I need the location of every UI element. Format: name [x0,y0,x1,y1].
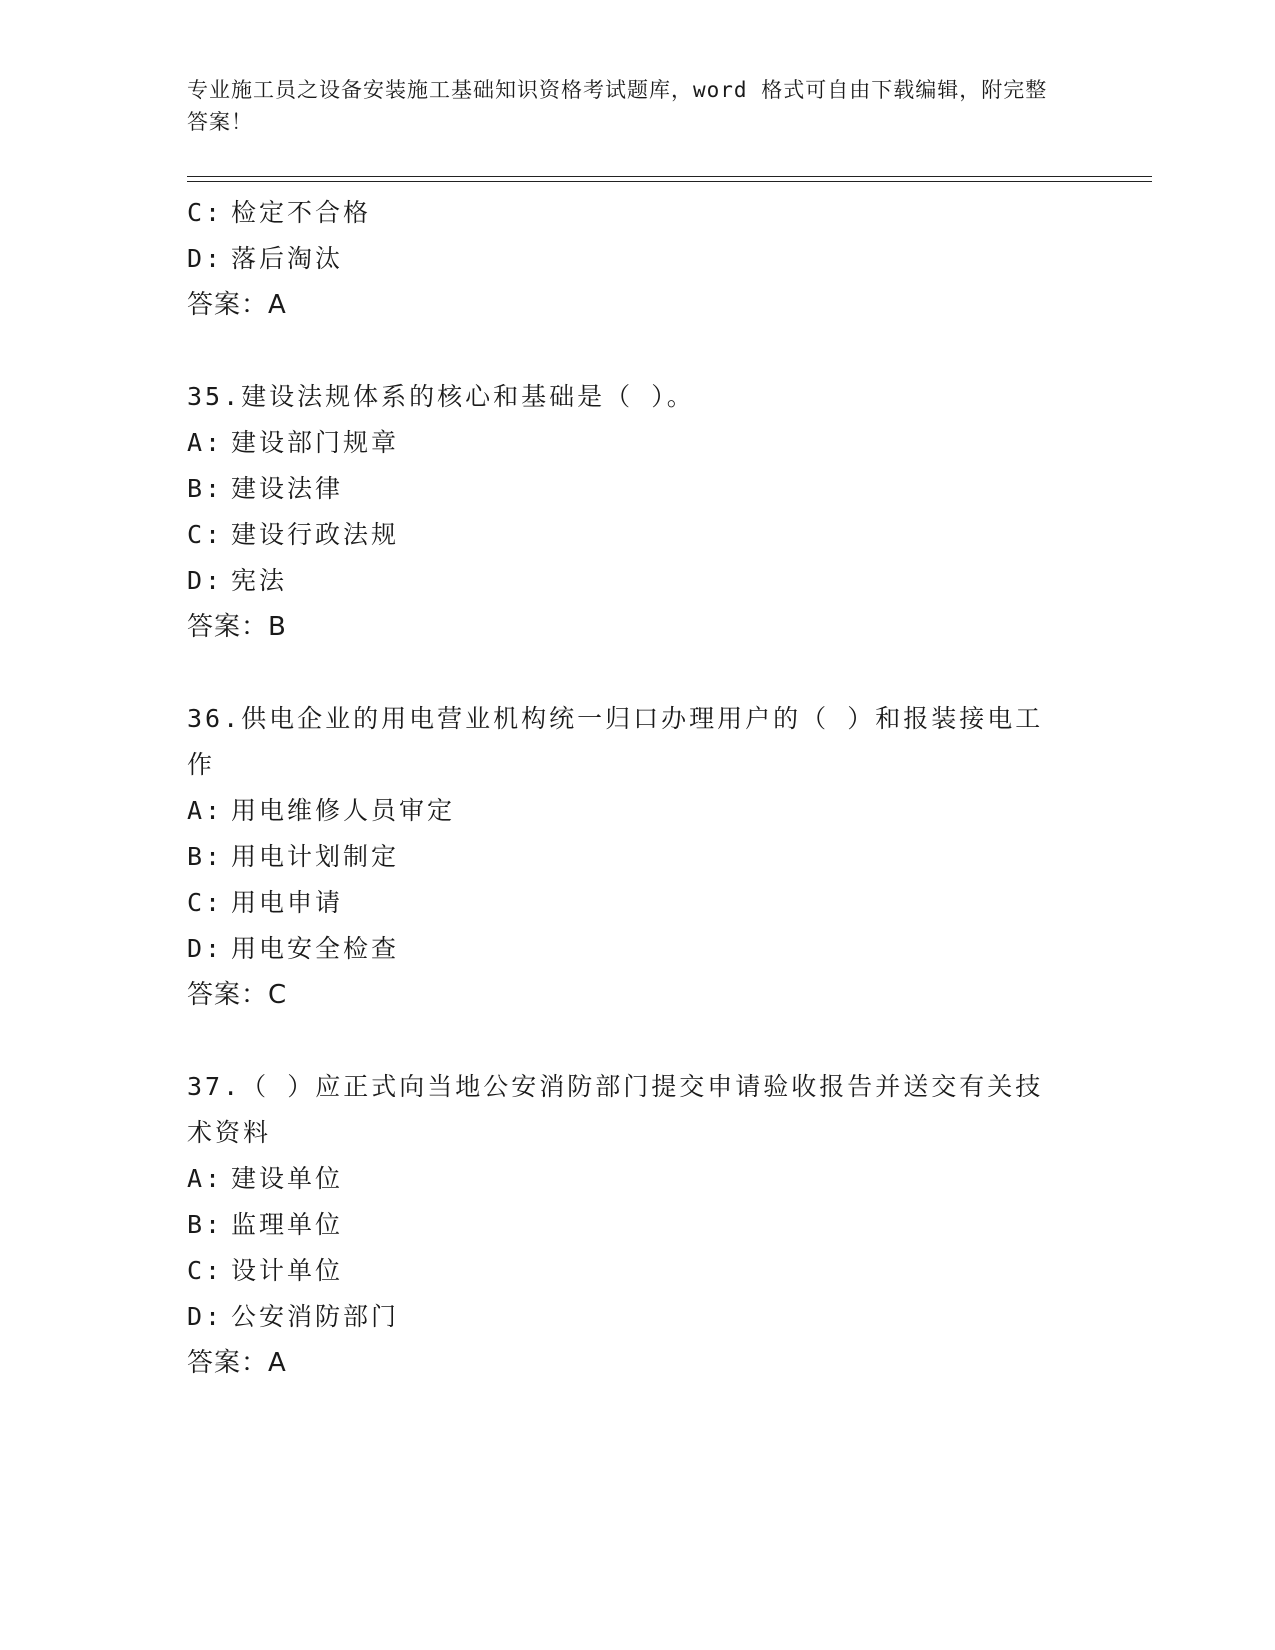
option-text: 建设部门规章 [231,428,400,457]
option-b [187,1202,1087,1248]
option-c [187,512,1087,558]
header-divider-top [187,176,1152,177]
option-c [187,1248,1087,1294]
document-header: 专业施工员之设备安装施工基础知识资格考试题库，word 格式可自由下载编辑，附完整答案！ [187,78,1048,134]
question-text: 36.供电企业的用电营业机构统一归口办理用户的（ ）和报装接电工作 [187,704,1044,779]
option-letter: D: [187,244,224,273]
option-text: 用电申请 [231,888,344,917]
option-b [187,466,1087,512]
question-35 [187,374,1087,650]
option-a [187,420,1087,466]
option-letter: B: [187,842,224,871]
option-d [187,236,1087,282]
question-36 [187,696,1087,1018]
option-letter: D: [187,1302,224,1331]
option-letter: A: [187,428,224,457]
option-letter: D: [187,566,224,595]
option-a [187,1156,1087,1202]
option-letter: B: [187,474,224,503]
option-letter: A: [187,1164,224,1193]
option-text: 用电安全检查 [231,934,400,963]
option-d [187,1294,1087,1340]
option-letter: D: [187,934,224,963]
option-text: 落后淘汰 [231,244,344,273]
option-text: 建设法律 [231,474,344,503]
option-a [187,788,1087,834]
answer-line: 答案：A [187,290,287,320]
option-text: 宪法 [231,566,288,595]
option-text: 设计单位 [231,1256,344,1285]
option-letter: C: [187,198,224,227]
option-letter: C: [187,888,224,917]
option-text: 用电维修人员审定 [231,796,456,825]
answer-line: 答案：A [187,1348,287,1378]
option-text: 建设行政法规 [231,520,400,549]
option-letter: A: [187,796,224,825]
option-letter: C: [187,520,224,549]
option-d [187,926,1087,972]
continued-question [187,190,1087,328]
question-37 [187,1064,1087,1386]
option-b [187,834,1087,880]
option-text: 公安消防部门 [231,1302,400,1331]
option-text: 监理单位 [231,1210,344,1239]
option-d [187,558,1087,604]
option-letter: B: [187,1210,224,1239]
header-divider-bottom [187,181,1152,182]
question-text: 35.建设法规体系的核心和基础是（ ）。 [187,382,695,411]
option-text: 建设单位 [231,1164,344,1193]
option-text: 用电计划制定 [231,842,400,871]
option-c [187,880,1087,926]
question-list [187,190,1087,1386]
answer-line: 答案：B [187,612,287,642]
option-text: 检定不合格 [231,198,372,227]
option-c [187,190,1087,236]
option-letter: C: [187,1256,224,1285]
answer-line: 答案：C [187,980,288,1010]
question-text: 37.（ ）应正式向当地公安消防部门提交申请验收报告并送交有关技术资料 [187,1072,1044,1147]
